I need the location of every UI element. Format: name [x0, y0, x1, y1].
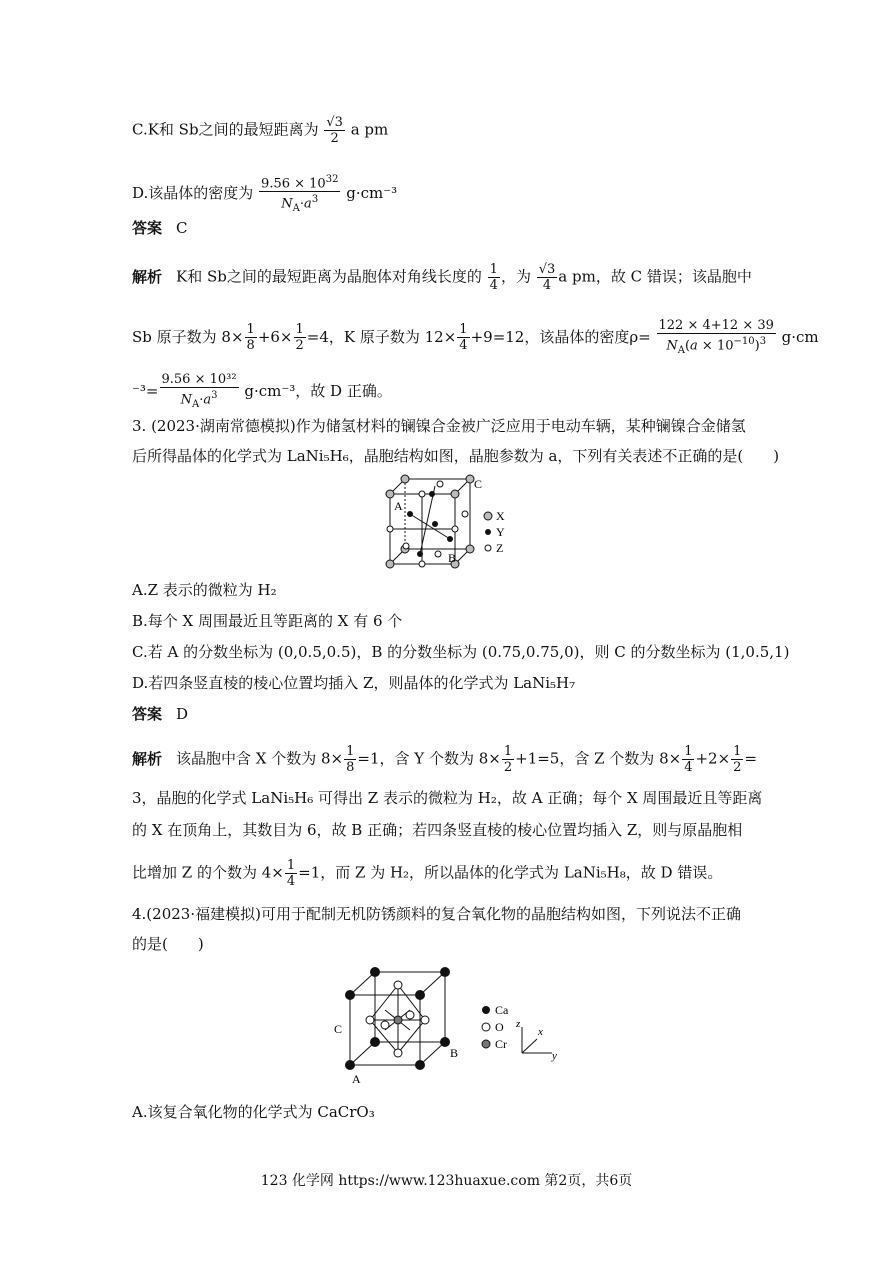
q3-option-d: D.若四条竖直棱的棱心位置均插入 Z，则晶体的化学式为 LaNi₅H₇ [132, 674, 576, 692]
svg-text:A: A [352, 1072, 361, 1085]
q3-crystal-diagram [380, 474, 520, 574]
q3-option-a: A.Z 表示的微粒为 H₂ [132, 581, 277, 599]
svg-text:Y: Y [496, 525, 505, 539]
fraction: $\frac{√3}{2}$ [326, 115, 343, 146]
svg-text:z: z [516, 1018, 521, 1030]
fraction: $\frac{9.56 \times 10^{32}}{N_A\cdot a^3}$ [261, 174, 339, 215]
q4-stem-1: 4.(2023·福建模拟)可用于配制无机防锈颜料的复合氧化物的晶胞结构如图，下列说法不正确 [132, 905, 741, 923]
q3-answer: 答案 D [132, 705, 189, 723]
q4-option-a: A.该复合氧化物的化学式为 CaCrO₃ [132, 1103, 375, 1121]
svg-text:B: B [448, 551, 457, 565]
q3-explanation-3: 的 X 在顶角上，其数目为 6，故 B 正确；若四条竖直棱的棱心位置均插入 Z，则与原晶胞相 [132, 821, 743, 839]
q4-stem-2: 的是( ) [132, 935, 204, 953]
q2-option-d: D.该晶体的密度为 $\frac{9.56 \times 10^{32}}{N_A\cdot a^3}$ g·cm⁻³ [132, 174, 398, 215]
svg-text:C: C [334, 1022, 343, 1036]
q4-crystal-diagram [330, 965, 570, 1085]
svg-text:O: O [495, 1020, 504, 1034]
q3-explanation-4: 比增加 Z 的个数为 4× $\frac{1}{4}$ =1，而 Z 为 H₂，所以晶体的化学式为 LaNi₅H₈，故 D 错误。 [132, 858, 723, 889]
q3-stem-2: 后所得晶体的化学式为 LaNi₅H₆，晶胞结构如图，晶胞参数为 a，下列有关表述不正确的是( ) [132, 447, 780, 465]
q3-option-b: B.每个 X 周围最近且等距离的 X 有 6 个 [132, 612, 403, 630]
q2-explanation-1: 解析 K和 Sb之间的最短距离为晶胞体对角线长度的 $\frac{1}{4}$ ，为 $\frac{√3}{4}$ a pm，故 C 错误；该晶胞中 [132, 262, 752, 293]
q3-stem-1: 3. (2023·湖南常德模拟)作为储氢材料的镧镍合金被广泛应用于电动车辆，某种镧镍合金储氢 [132, 417, 746, 435]
q2-explanation-2: Sb 原子数为 8× $\frac{1}{8}$ +6× $\frac{1}{2}$ =4，K 原子数为 12× $\frac{1}{4}$ +9=12，该晶体的密度ρ= $\frac{122 \times 4+12 \times 39}{N_A(a \times 10^{-10})^3}$ g·cm [132, 318, 819, 356]
q2-explanation-3: ⁻³= $\frac{\text{9.56 × 10³²}}{N_A\cdot a^3}$ g·cm⁻³，故 D 正确。 [132, 372, 392, 410]
q2-option-c: C.K和 Sb之间的最短距离为 $\frac{√3}{2}$ a pm [132, 115, 389, 146]
svg-text:C: C [474, 477, 483, 491]
svg-text:y: y [552, 1050, 557, 1062]
q2-answer: 答案 C [132, 219, 188, 237]
q3-explanation-2: 3，晶胞的化学式 LaNi₅H₆ 可得出 Z 表示的微粒为 H₂，故 A 正确；每个 X 周围最近且等距离 [132, 789, 763, 807]
svg-text:Z: Z [496, 541, 504, 555]
q3-option-c: C.若 A 的分数坐标为 (0,0.5,0.5)，B 的分数坐标为 (0.75,0.75,0)，则 C 的分数坐标为 (1,0.5,1) [132, 643, 790, 661]
svg-text:Ca: Ca [495, 1003, 509, 1017]
svg-text:Cr: Cr [495, 1037, 507, 1051]
svg-text:x: x [538, 1026, 543, 1038]
svg-text:X: X [496, 509, 505, 523]
q3-explanation-1: 解析 该晶胞中含 X 个数为 8× $\frac{1}{8}$ =1，含 Y 个数为 8× $\frac{1}{2}$ +1=5，含 Z 个数为 8× $\frac{1}{4}$ +2× $\frac{1}{2}$ = [132, 744, 758, 775]
svg-text:A: A [394, 499, 403, 513]
svg-text:B: B [450, 1046, 459, 1060]
page-footer: 123 化学网 https://www.123huaxue.com 第2页，共6页 [260, 1173, 633, 1189]
